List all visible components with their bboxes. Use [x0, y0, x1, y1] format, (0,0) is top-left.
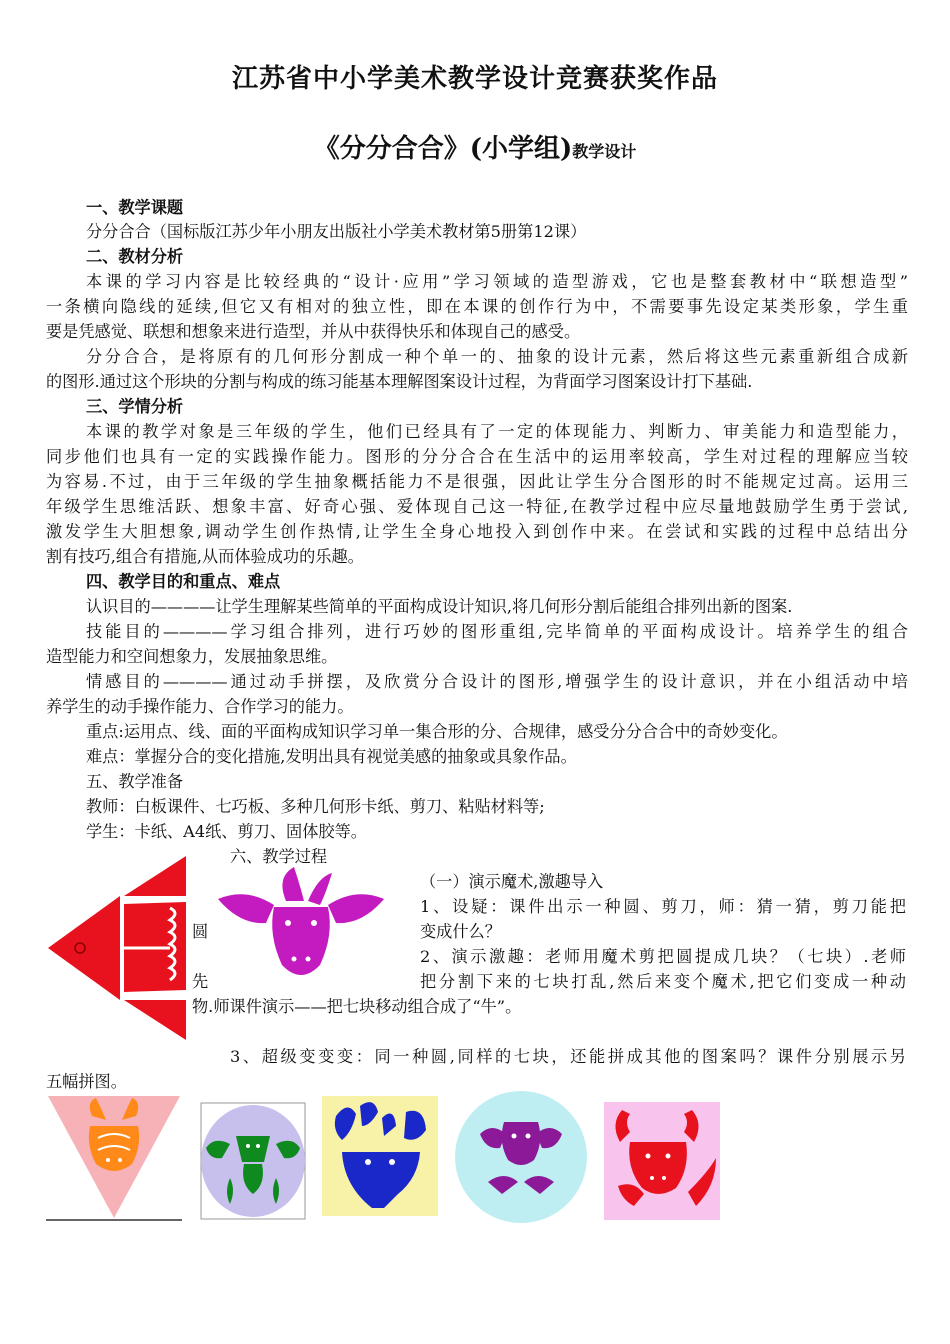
paragraph-line: 技能目的————学习组合排列，进行巧妙的图形重组,完毕简单的平面构成设计。培养学生的组合 — [86, 622, 908, 641]
paragraph-line: 分分合合（国标版江苏少年小朋友出版社小学美术教材第5册第12课） — [86, 222, 587, 241]
paragraph-line: 同步他们也具有一定的实践操作能力。图形的分分合合在生活中的运用率较高，学生对过程的理解应当较 — [46, 447, 908, 466]
paragraph-line: 教师：白板课件、七巧板、多种几何形卡纸、剪刀、粘贴材料等; — [86, 797, 545, 816]
paragraph-line: 年级学生思维活跃、想象丰富、好奇心强、爱体现自己这一特征,在教学过程中应尽量地鼓励学生勇于尝试, — [46, 497, 908, 516]
paragraph-line: 认识目的————让学生理解某些简单的平面构成设计知识,将几何形分割后能组合排列出新的图案. — [86, 597, 793, 616]
paragraph-line: 一条横向隐线的延续,但它又有相对的独立性，即在本课的创作行为中，不需要事先设定某类形象，学生重 — [46, 297, 908, 316]
paragraph-line: 学生：卡纸、A4纸、剪刀、固体胶等。 — [86, 822, 367, 841]
cow-illustration — [216, 865, 386, 985]
section-4-heading: 四、教学目的和重点、难点 — [86, 572, 281, 591]
paragraph-line: 分分合合，是将原有的几何形分割成一种个单一的、抽象的设计元素，然后将这些元素重新组合成新 — [86, 347, 908, 366]
section-6-heading: 六、教学过程 — [230, 847, 328, 866]
paragraph-line: 把分割下来的七块打乱,然后来变个魔术,把它们变成一种动 — [420, 972, 906, 991]
section-5-heading: 五、教学准备 — [86, 772, 184, 791]
paragraph-line: 难点：掌握分合的变化措施,发明出具有视觉美感的抽象或具象作品。 — [86, 747, 577, 766]
paragraph-line: 物.师课件演示——把七块移动组合成了“牛”。 — [192, 997, 522, 1016]
paragraph-fragment: 先 — [192, 972, 209, 991]
paragraph-line: 1、设疑：课件出示一种圆、剪刀，师：猜一猜，剪刀能把 — [420, 897, 906, 916]
paragraph-line: 要是凭感觉、联想和想象来进行造型，并从中获得快乐和体现自己的感受。 — [46, 322, 581, 341]
subtitle-suffix: 教学设计 — [572, 142, 637, 161]
paragraph-line: 本课的学习内容是比较经典的“设计·应用”学习领域的造型游戏，它也是整套教材中“联想造型” — [86, 272, 908, 291]
paragraph-line: 情感目的————通过动手拼摆，及欣赏分合设计的图形,增强学生的设计意识，并在小组活动中培 — [86, 672, 908, 691]
paragraph-line: 养学生的动手操作能力、合作学习的能力。 — [46, 697, 354, 716]
section-2-heading: 二、教材分析 — [86, 247, 184, 266]
section-3-heading: 三、学情分析 — [86, 397, 184, 416]
paragraph-line: 本课的教学对象是三年级的学生，他们已经具有了一定的体现能力、判断力、审美能力和造型能力， — [86, 422, 908, 441]
red-animal-puzzle — [604, 1102, 720, 1220]
paragraph-line: 3、超级变变变：同一种圆,同样的七块，还能拼成其他的图案吗？课件分别展示另 — [230, 1047, 906, 1066]
orange-animal-puzzle — [46, 1094, 182, 1222]
paragraph-line: 2、演示激趣：老师用魔术剪把圆提成几块？（七块）.老师 — [420, 947, 906, 966]
blue-animal-puzzle — [322, 1096, 438, 1216]
paragraph-line: 五幅拼图。 — [46, 1072, 127, 1091]
section-1-heading: 一、教学课题 — [86, 198, 184, 217]
purple-animal-puzzle — [454, 1090, 588, 1224]
green-animal-puzzle — [200, 1102, 306, 1220]
paragraph-line: 变成什么？ — [420, 922, 501, 941]
paragraph-line: 割有技巧,组合有措施,从而体验成功的乐趣。 — [46, 547, 364, 566]
paragraph-line: 为容易.不过，由于三年级的学生抽象概括能力不是很强，因此让学生分合图形的时不能规定过高。运用三 — [46, 472, 908, 491]
paragraph-line: 造型能力和空间想象力，发展抽象思维。 — [46, 647, 338, 666]
subtitle-main: 《分分合合》(小学组) — [313, 134, 573, 164]
paragraph-line: 激发学生大胆想象,调动学生创作热情,让学生全身心地投入到创作中来。在尝试和实践的过程中总结出分 — [46, 522, 908, 541]
paragraph-line: 重点:运用点、线、面的平面构成知识学习单一集合形的分、合规律，感受分分合合中的奇妙变化。 — [86, 722, 788, 741]
paragraph-fragment: 圆 — [192, 922, 209, 941]
fish-illustration — [44, 852, 190, 1042]
step-heading: （一）演示魔术,激趣导入 — [420, 872, 604, 891]
subtitle — [0, 128, 950, 165]
page-title: 江苏省中小学美术教学设计竞赛获奖作品 — [231, 64, 718, 94]
paragraph-line: 的图形.通过这个形块的分割与构成的练习能基本理解图案设计过程，为背面学习图案设计打下基础. — [46, 372, 753, 391]
